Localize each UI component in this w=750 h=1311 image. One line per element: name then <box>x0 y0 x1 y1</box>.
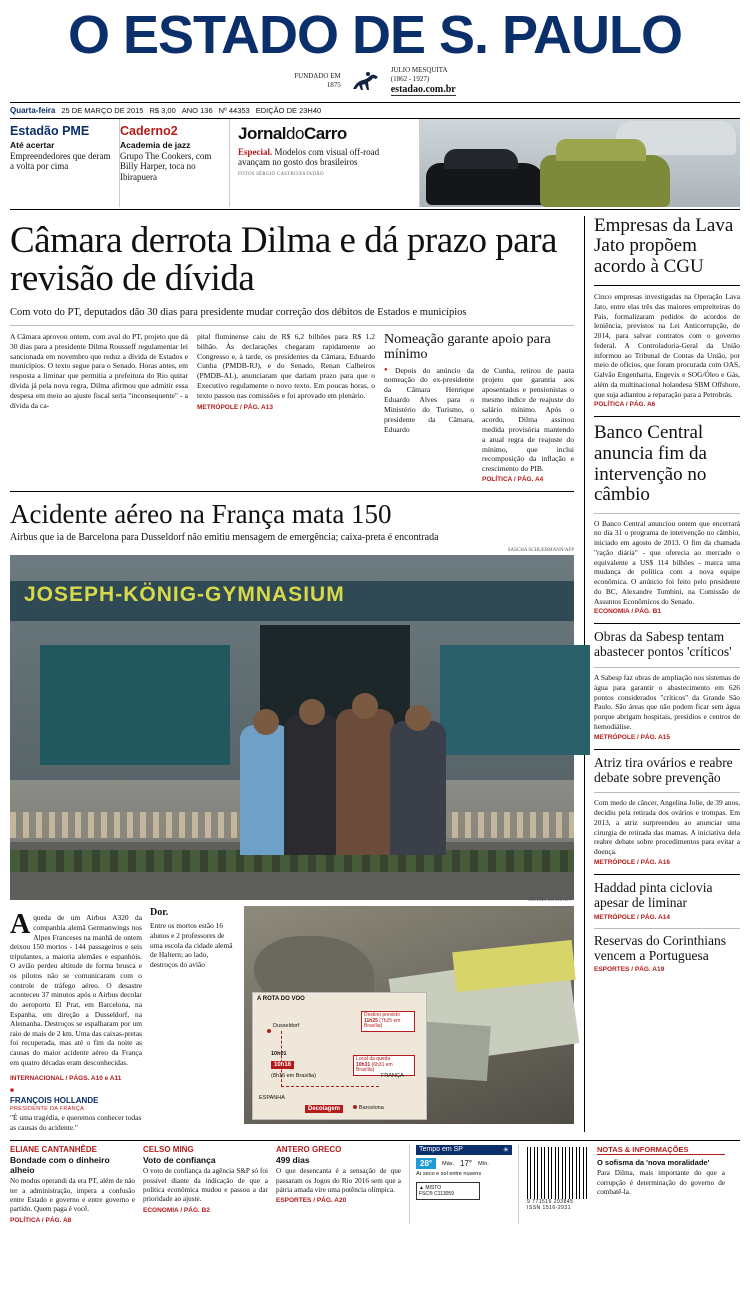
opinion-author: ANTERO GRECO <box>276 1145 342 1155</box>
promo-text: Empreendedores que deram a volta por cima <box>10 150 111 172</box>
opinion-title: Voto de confiança <box>143 1155 216 1166</box>
opinion-column-1[interactable] <box>143 1145 268 1223</box>
caption-text: Entre os mortos estão 16 alunos e 2 professores de uma escola da cidade alemã de Haltern; ao lado, destroços do avião <box>150 921 233 970</box>
secondary-headline[interactable]: Acidente aéreo na França mata 150 <box>10 498 392 529</box>
lead-column-1 <box>10 332 188 485</box>
map-last-contact-note: (8h16 em Brasília) <box>271 1072 316 1079</box>
issn-number: ISSN 1516-2931 <box>527 1205 571 1212</box>
memorial-photo <box>10 555 574 900</box>
rail-text-3: Com medo de câncer, Angelina Jolie, de 39 anos, decidiu pela retirada dos ovários e trompas. Em 2013, a atriz surpreendeu ao anunciar uma cirurgia de retirada das mamas. A iniciativa dela reabre debate sobre procedimentos para evitar a doença. <box>594 798 740 857</box>
map-label-barcelona: Barcelona <box>359 1104 384 1111</box>
dateline-issue: Nº 44353 <box>218 105 250 115</box>
left-column <box>10 216 585 1133</box>
hollande-quote: ■ FRANÇOIS HOLLANDE PRESIDENTE DA FRANÇA "É uma tragédia, e queremos conhecer todas as causas do acidente." <box>10 1087 142 1132</box>
promo-title: Estadão PME <box>10 123 90 138</box>
promo-kicker: Até acertar <box>10 139 55 150</box>
lead-box-col2 <box>482 366 574 485</box>
jornal-do-carro-logo <box>238 124 411 144</box>
map-label-espanha: ESPANHA <box>259 1094 285 1101</box>
quote-role: PRESIDENTE DA FRANÇA <box>10 1105 85 1112</box>
promo-kicker: Academia de jazz <box>120 139 191 150</box>
opinion-author: CELSO MING <box>143 1145 194 1155</box>
map-crash-note: (6h31 em Brasília) <box>356 1061 393 1074</box>
map-arrival-label: Destino previsto <box>364 1011 400 1018</box>
notes-headline[interactable]: O sofisma da 'nova moralidade' <box>597 1158 710 1168</box>
fsc-code: FSC® C113059 <box>419 1190 454 1197</box>
rail-text-1: O Banco Central anunciou ontem que encerrará no dia 31 o programa de intervenção no câmbio, iniciado em agosto de 2013. O fim da chamada "ração diária" - que oferecia ao mercado o equivalente a US$ 114 bilhões - marca uma mudança de política com a nova equipe econômica. O anúncio foi feito pelo presidente do BC, Alexandre Tombini, na Comissão de Assuntos Econômicos do Senado. <box>594 518 740 606</box>
promo-row <box>10 119 740 207</box>
map-arrival-time: 11h25 <box>364 1017 378 1024</box>
founded-label: FUNDADO EM <box>294 72 341 80</box>
lead-box-title[interactable]: Nomeação garante apoio para mínimo <box>384 331 551 363</box>
weather-min: 17° <box>460 1159 473 1169</box>
secondary-body-ref[interactable]: INTERNACIONAL / PÁGS. A10 e A11 <box>10 1074 122 1082</box>
lead-subhead: Com voto do PT, deputados dão 30 dias para presidente mudar correção dos débitos de Estados e municípios <box>10 306 467 318</box>
lead-box-col1 <box>384 366 474 485</box>
special-label: Especial. <box>238 146 273 157</box>
weather-label: Tempo em SP <box>419 1146 463 1154</box>
opinion-text: O que desencanta é a sensação de que passaram os Jogos do Rio 2016 sem que a pátria amada vire uma potência olímpica. <box>276 1167 401 1195</box>
newspaper-title: O ESTADO DE S. PAULO <box>67 5 683 65</box>
lead-box-text2: de Cunha, retirou de pauta projeto que garantia aos aposentados e pensionistas o mesmo índice de reajuste do salário mínimo. Após o acordo, Dilma assinou medida provisória mantendo a atual regra de reajuste do mínimo, que inclui recomposição da inflação e crescimento do PIB. <box>482 365 574 474</box>
secondary-text-col <box>10 906 142 1132</box>
fsc-tree-icon: ▲ <box>419 1184 424 1191</box>
sun-cloud-icon: ☀ <box>502 1147 509 1155</box>
weather-max: 28° <box>416 1158 436 1169</box>
promo-title: Caderno2 <box>120 123 178 138</box>
rail-ref-5[interactable]: ESPORTES / PÁG. A19 <box>594 966 665 974</box>
dateline-year: ANO 136 <box>181 105 213 115</box>
map-dot-barcelona <box>353 1105 357 1109</box>
rail-ref-4[interactable]: METRÓPOLE / PÁG. A14 <box>594 913 670 921</box>
map-last-contact-time: 10h16 <box>271 1061 294 1069</box>
weather-header <box>416 1145 512 1155</box>
rail-headline-3[interactable]: Atriz tira ovários e reabre debate sobre prevenção <box>594 754 733 785</box>
barcode <box>527 1147 589 1199</box>
promo-caderno2[interactable] <box>120 119 230 207</box>
school-name-sign: JOSEPH-KÖNIG-GYMNASIUM <box>24 582 345 606</box>
secondary-body <box>10 909 142 1083</box>
dateline-edition: EDIÇÃO DE 23H40 <box>255 105 322 115</box>
map-title: A ROTA DO VOO <box>257 995 305 1002</box>
rail-headline-1[interactable]: Banco Central anuncia fim da intervenção no câmbio <box>594 422 707 506</box>
lead-box-text: Depois do anúncio da nomeação do ex-presidente da Câmara Henrique Eduardo Alves para o Ministério do Turismo, o presidente da Câmara, Eduardo <box>384 365 474 434</box>
lead-col2-text: pital fluminense caiu de R$ 6,2 bilhões para R$ 1,2 bilhão. Às declarações chegaram rapidamente ao Congresso e, à tarde, os presidentes da Câmara, Eduardo Cunha (PMDB-RJ), e do Senado, Renan Calheiros (PMDB-AL), anunciaram que dariam prazo para que o Executivo regulamente o novo texto. Em poucas horas, o texto passou nas comissões e foi aprovado em plenário. <box>197 331 375 400</box>
site-block <box>391 66 456 96</box>
secondary-bottom <box>10 897 574 1132</box>
lead-col1-text: A Câmara aprovou ontem, com aval do PT, projeto que dá 30 dias para a presidente Dilma Rousseff regulamentar lei sancionada em novembro que reduz a dívida de Estados e municípios. O texto segue para o Senado. Horas antes, em resposta a liminar que permitia a prefeitura do Rio quitar dívida já pela nova regra, Dilma afirmou que admitir essa despesa em meio ao ajuste fiscal seria "inconsequente" - a dívida da ca- <box>10 331 188 410</box>
masthead-subline <box>10 66 740 96</box>
secondary-caption-col <box>150 906 236 1132</box>
map-crash-time: 10h31 <box>356 1061 371 1068</box>
caption-title: Dor. <box>150 906 169 918</box>
barcode-number: 9 771516 293845 <box>527 1199 574 1206</box>
horse-rider-icon <box>349 69 383 93</box>
rail-headline-0[interactable]: Empresas da Lava Jato propõem acordo à CGU <box>594 214 734 277</box>
rail-text-2: A Sabesp faz obras de ampliação nos sistemas de água para garantir o abastecimento em 626 pontos considerados "críticos" da Grande São Paulo. São áreas que não podem ficar sem água porque abrigam hospitais, presídios e centros de hemodiálise. <box>594 673 740 731</box>
main-grid <box>10 216 740 1133</box>
dateline-price: R$ 3,00 <box>149 105 176 115</box>
notes-section-label: NOTAS & INFORMAÇÕES <box>597 1145 725 1155</box>
opinion-ref[interactable]: POLÍTICA / PÁG. A8 <box>10 1216 72 1224</box>
opinion-text: No modus operandi da era PT, além de não ter a administração, impera a confusão entre Estado e governo e entre governo e partido. Quem paga é você. <box>10 1177 135 1214</box>
rail-headline-2[interactable]: Obras da Sabesp tentam abastecer pontos 'críticos' <box>594 629 732 660</box>
website-link[interactable]: estadao.com.br <box>390 83 456 95</box>
masthead <box>10 0 740 96</box>
opinion-author: ELIANE CANTANHÊDE <box>10 1145 97 1155</box>
weather-max-label: Máx. <box>442 1160 455 1167</box>
quote-text: "É uma tragédia, e queremos conhecer todas as causas do acidente." <box>10 1113 142 1132</box>
lead-col2-ref[interactable]: METRÓPOLE / PÁG. A13 <box>197 403 273 411</box>
lead-column-2 <box>197 332 375 485</box>
map-arrival-note: (7h25 em Brasília) <box>364 1017 401 1030</box>
rail-text-0: Cinco empresas investigadas na Operação Lava Jato, entre elas três das maiores empreiteiras do País, formalizaram pedidos de acordos de leniência, previstos na Lei Anticorrupção, de 2014, para salvar contratos com o governo federal. A Controladoria-Geral da União informou ao Tribunal de Contas da União, por meio de ofícios, que foram procurada com OAS, Galvão Engenharia, Engevix e SOG/Óleo e Gás, além da multinacional holandesa SBM Offshore, que suja adiantou a reparação para a Petrobrás. <box>594 292 740 399</box>
promo-photo-credit: FOTOS SÉRGIO CASTRO/ESTADÃO <box>238 172 324 178</box>
lead-box <box>384 332 574 485</box>
special-text: Modelos com visual off-road avançam no gosto dos brasileiros <box>238 146 380 168</box>
dateline-weekday: Quarta-feira <box>10 105 56 115</box>
logo-part-2: do <box>286 123 304 143</box>
rail-headline-5[interactable]: Reservas do Corinthians vencem a Portuguesa <box>594 932 726 963</box>
dateline-date: 25 DE MARÇO DE 2015 <box>61 105 144 115</box>
map-arrival-box <box>361 1011 415 1032</box>
weather-condition: Ar seco e sol entre nuvens <box>416 1171 482 1178</box>
barcode-box <box>527 1145 589 1223</box>
lead-headline[interactable]: Câmara derrota Dilma e dá prazo para revisão de dívida <box>10 219 557 299</box>
secondary-photo-credit: SASCHA SCHUERMANN/AFP <box>507 547 574 553</box>
opinion-column-0[interactable] <box>10 1145 135 1223</box>
fsc-label: MISTO <box>425 1184 442 1191</box>
logo-part-3: Carro <box>303 123 347 143</box>
founder-name: JULIO MESQUITA <box>390 66 448 74</box>
rail-ref-1[interactable]: ECONOMIA / PÁG. B1 <box>594 608 661 616</box>
notes-text: Para Dilma, mais importante do que a corrupção é determinação do governo de combatê-la. <box>597 1169 725 1197</box>
opinion-column-2[interactable] <box>276 1145 401 1223</box>
opinion-ref[interactable]: ESPORTES / PÁG. A20 <box>276 1197 347 1205</box>
opinion-title: 499 dias <box>276 1155 310 1166</box>
secondary-subhead: Airbus que ia de Barcelona para Dusseldorf não emitiu mensagem de emergência; caixa-preta é encontrada <box>10 531 439 543</box>
wreck-photo-credit: CRAXIS ROCK/AFP <box>527 897 572 903</box>
flight-route-map <box>252 992 427 1120</box>
map-label-dusseldorf: Dusseldorf <box>273 1022 300 1029</box>
opinion-title: Bondade com o dinheiro alheio <box>10 1155 110 1176</box>
promo-text: Grupo The Cookers, com Billy Harper, toca no Ibirapuera <box>120 150 212 182</box>
mourners-group <box>240 705 450 855</box>
lead-body <box>10 332 574 485</box>
promo-estadao-pme[interactable] <box>10 119 120 207</box>
map-dot-dusseldorf <box>267 1029 271 1033</box>
quote-name: FRANÇOIS HOLLANDE <box>10 1095 99 1105</box>
rail-ref-0[interactable]: POLÍTICA / PÁG. A6 <box>594 401 656 409</box>
right-rail <box>585 216 740 1133</box>
founded-block <box>294 72 340 90</box>
fsc-seal <box>416 1182 480 1200</box>
promo-jornal-do-carro[interactable] <box>230 119 420 207</box>
founder-years: (1862 - 1927) <box>390 74 430 83</box>
weather-box <box>409 1145 519 1223</box>
dateline <box>10 102 740 119</box>
rail-ref-2[interactable]: METRÓPOLE / PÁG. A15 <box>594 733 670 741</box>
opinion-strip <box>10 1140 740 1223</box>
weather-values <box>416 1158 512 1169</box>
wreckage-photo <box>244 897 574 1124</box>
map-crash-label: Local da queda <box>356 1055 391 1062</box>
weather-min-label: Mín. <box>478 1160 489 1167</box>
founded-year: 1875 <box>326 80 341 89</box>
opinion-ref[interactable]: ECONOMIA / PÁG. B2 <box>143 1206 210 1214</box>
promo-special-text <box>238 147 411 169</box>
opinion-text: O voto de confiança da agência S&P só foi possível diante da indicação de que a política econômica mudou e passou a dar prioridade ao ajuste. <box>143 1167 268 1204</box>
rail-ref-3[interactable]: METRÓPOLE / PÁG. A16 <box>594 858 670 866</box>
lead-box-ref[interactable]: POLÍTICA / PÁG. A4 <box>482 476 544 484</box>
notes-box <box>597 1145 725 1223</box>
map-label-franca: FRANÇA <box>381 1072 404 1079</box>
map-takeoff-time: 10h01 <box>271 1050 287 1057</box>
secondary-body-text: Aqueda de um Airbus A320 da companhia alemã Germanwings nos Alpes Franceses na manhã de ontem deixou 150 mortos - 144 passageiros e seis tripulantes, a maioria alemães e espanhóis. O avião perdeu altitude de forma brusca e os pilotos não se comunicaram com o controle de tráfego aéreo. O desastre aconteceu 37 minutos após o Airbus decolar do aeroporto El Prat, em Barcelona, na Espanha, em direção a Dusseldorf, na Alemanha. Destroços se espalharam por um raio de mais de 2 km. Uma das caixas-pretas foi recuperada, mas até o fim da noite as causas do maior acidente aéreo da França em quatro décadas eram desconhecidas. <box>10 909 142 1067</box>
map-takeoff-label: Decolagem <box>305 1105 343 1113</box>
logo-part-1: Jornal <box>238 123 287 143</box>
promo-car-photo <box>420 119 740 207</box>
rail-headline-4[interactable]: Haddad pinta ciclovia apesar de liminar <box>594 879 713 910</box>
